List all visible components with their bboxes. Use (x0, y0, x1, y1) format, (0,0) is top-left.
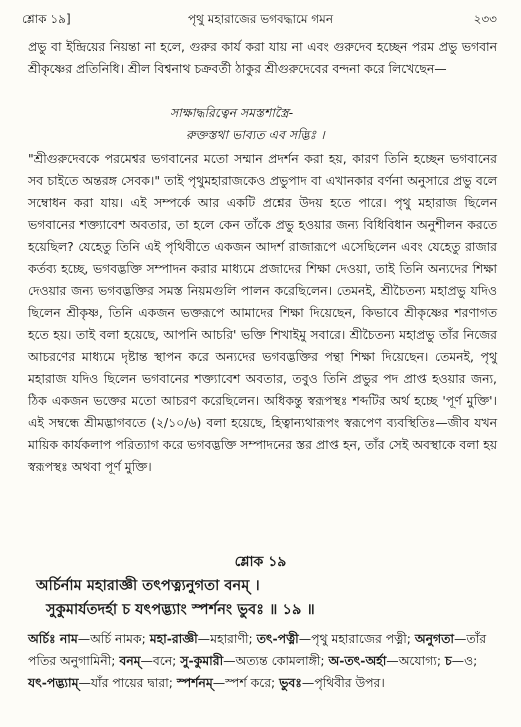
synonym-meaning: —তাঁর পতির অনুগামিনী; (28, 631, 487, 668)
header-chapter-title: পৃথু মহারাজের ভগবদ্ধামে গমন (188, 12, 333, 26)
synonym-meaning: —অত্যন্ত কোমলাঙ্গী; (223, 653, 329, 668)
purport-paragraph-2 (28, 148, 497, 478)
page-number: ২৩৩ (473, 12, 497, 26)
running-header (22, 8, 499, 30)
synonym-meaning: —ও; (451, 653, 478, 668)
synonym-meaning: —পৃথিবীর উপর। (301, 675, 385, 690)
synonym-term: চ (444, 653, 452, 668)
synonym-meaning: —স্পর্শ করে; (212, 675, 280, 690)
synonym-term: স্পর্শনম্ (176, 675, 213, 690)
purport-paragraph-1 (28, 36, 497, 80)
synonym-term: অ-তৎ-অর্হা (328, 653, 387, 668)
synonym-term: সু-কুমারী (180, 653, 224, 668)
paragraph-text: "শ্রীগুরুদেবকে পরমেশ্বর ভগবানের মতো সম্মান প্রদর্শন করা হয়, কারণ তিনি হচ্ছেন ভগবানের সব চাইতে অন্তরঙ্গ সেবক।" তাই পৃথুমহারাজকেও প্রভুপাদ বা এখানকার বর্ণনা অনুসারে প্রভু বলে সম্বোধন করা যায়। এই সম্পর্কে আর একটি প্রশ্নের উদয় হতে পারে। পৃথু মহারাজ ছিলেন ভগবানের শক্ত্যাবেশ অবতার, তা হলে কেন তাঁকে প্রভু হওয়ার জন্য বিধিবিধান অনুশীলন করতে হয়েছিল? যেহেতু তিনি এই পৃথিবীতে একজন আদর্শ রাজারূপে এসেছিলেন এবং যেহেতু রাজার কর্তব্য হচ্ছে, ভগবদ্ভক্তি সম্পাদন করার মাধ্যমে প্রজাদের শিক্ষা দেওয়া, তাই তিনি অন্যদের শিক্ষা দেওয়ার জন্য ভগবদ্ভক্তির সমস্ত নিয়মগুলি পালন করেছিলেন। তেমনই, শ্রীচৈতন্য মহাপ্রভু যদিও ছিলেন শ্রীকৃষ্ণ, তিনি একজন ভক্তরূপে আমাদের শিক্ষা দিয়েছেন, কিভাবে শ্রীকৃষ্ণের শরণাগত হতে হয়। তাই বলা হয়েছে, আপনি আচরি' ভক্তি শিখাইমু সবারে। শ্রীচৈতন্য মহাপ্রভু তাঁর নিজের আচরণের মাধ্যমে দৃষ্টান্ত স্থাপন করে অন্যদের ভগবদ্ভক্তির পন্থা শিক্ষা দিয়েছেন। তেমনই, পৃথু মহারাজ যদিও ছিলেন ভগবানের শক্ত্যাবেশ অবতার, তবুও তিনি প্রভুর পদ প্রাপ্ত হওয়ার জন্য, ঠিক একজন ভক্তের মতো আচরণ করেছিলেন। অধিকন্তু স্বরূপস্থঃ শব্দটির অর্থ হচ্ছে 'পূর্ণ মুক্তি'। এই সম্বন্ধে শ্রীমদ্ভাগবতে (২/১০/৬) বলা হয়েছে, হিত্বান্যথারূপং স্বরূপেণ ব্যবস্থিতিঃ—জীব যখন মায়িক কার্যকলাপ পরিত্যাগ করে ভগবদ্ভক্তি সম্পাদনের স্তর প্রাপ্ত হন, তাঁর সেই অবস্থাকে বলা হয় স্বরূপস্থঃ অথবা পূর্ণ মুক্তি। (28, 151, 497, 474)
synonym-term: বনম্ (119, 653, 141, 668)
synonym-term: ভুবঃ (279, 675, 302, 690)
synonym-term: যৎ-পদ্ভ্যাম্ (28, 675, 79, 690)
verse-text (36, 574, 497, 622)
synonym-meaning: —অর্চি নামক; (77, 631, 150, 646)
synonym-term: মহা-রাজ্ঞী (149, 631, 198, 646)
synonym-term: অর্চিঃ নাম (28, 631, 78, 646)
quote-line-1: সাক্ষাদ্ধরিত্বেন সমস্তশাস্ত্রৈ- (170, 105, 294, 120)
synonym-term: অনুগতা (414, 631, 454, 646)
synonym-term: তৎ-পত্নী (256, 631, 299, 646)
synonym-meaning: —বনে; (140, 653, 181, 668)
synonym-meaning: —পৃথু মহারাজের পত্নী; (298, 631, 415, 646)
quote-line-2: রুক্তস্তথা ভাব্যত এব সদ্ভিঃ । (186, 127, 325, 142)
synonym-meaning: —অযোগ্য; (386, 653, 445, 668)
paragraph-text: প্রভু বা ইন্দ্রিয়ের নিয়ন্তা না হলে, গুরুর কার্য করা যায় না এবং গুরুদেব হচ্ছেন পরম প্রভু ভগবান শ্রীকৃষ্ণের প্রতিনিধি। শ্রীল বিশ্বনাথ চক্রবর্তী ঠাকুর শ্রীগুরুদেবের বন্দনা করে লিখেছেন— (28, 39, 497, 76)
word-synonyms (28, 628, 497, 694)
verse-line-2: সুকুমার্যতদর্হা চ যৎপদ্ভ্যাং স্পর্শনং ভুবঃ ॥ ১৯ ॥ (46, 601, 315, 618)
verse-heading: শ্লোক ১৯ (234, 554, 287, 570)
synonym-meaning: —মহারাণী; (197, 631, 257, 646)
verse-line-1: অর্চির্নাম মহারাজ্ঞী তৎপত্ন্যনুগতা বনম্ । (36, 577, 260, 594)
header-verse-ref: শ্লোক ১৯] (22, 12, 71, 26)
sanskrit-quote (28, 102, 497, 146)
synonym-meaning: —যাঁর পায়ের দ্বারা; (78, 675, 177, 690)
